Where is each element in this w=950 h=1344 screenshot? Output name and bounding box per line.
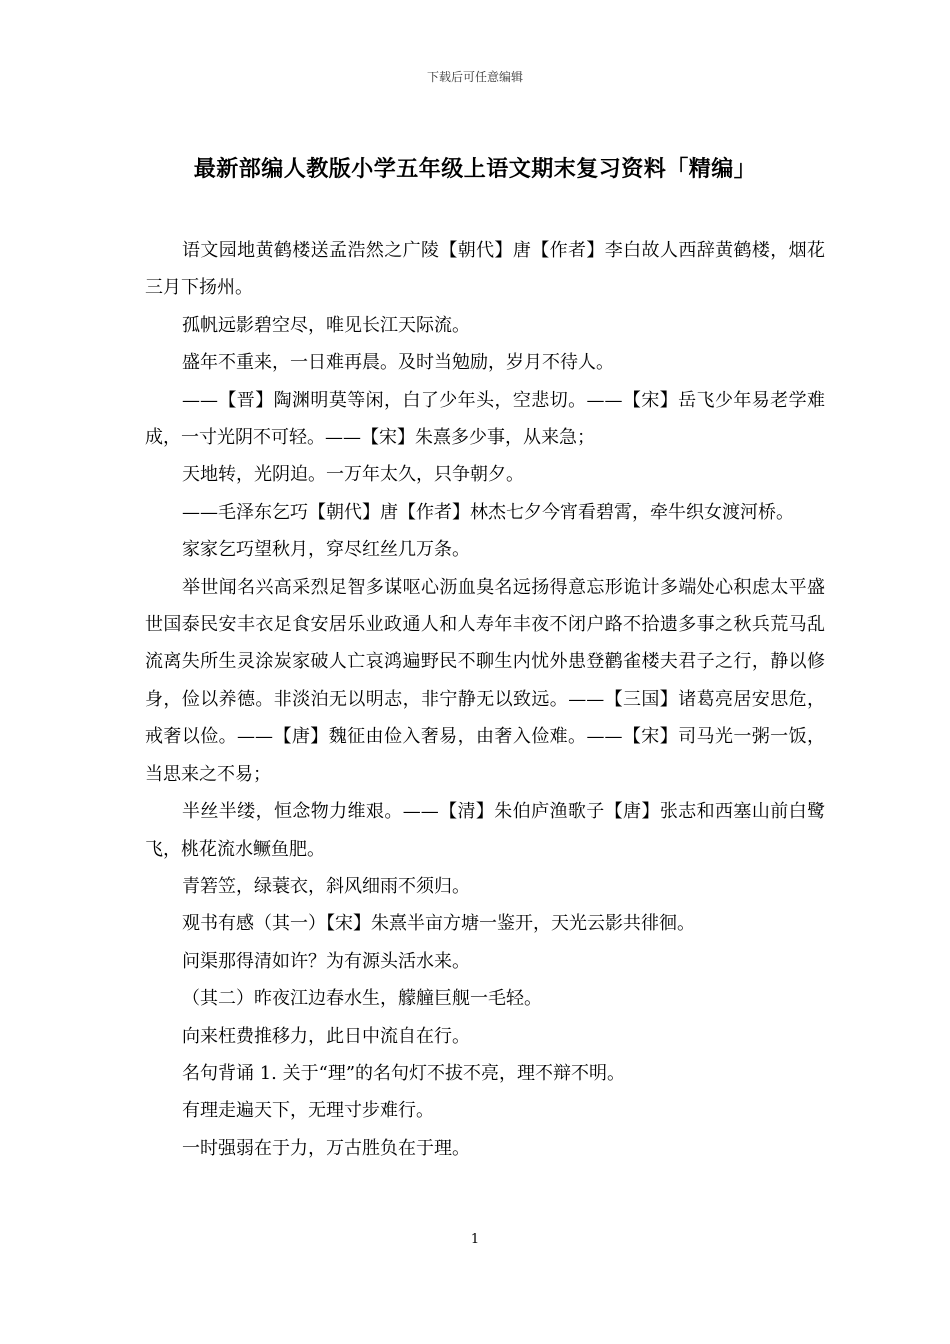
paragraph: 半丝半缕，恒念物力维艰。——【清】朱伯庐渔歌子【唐】张志和西塞山前白鹭飞，桃花流水鳜鱼肥。 [145,801,825,860]
document-body [145,232,825,1167]
paragraph: 名句背诵 1. 关于“理”的名句灯不拔不亮，理不辩不明。 [182,1062,626,1084]
paragraph: 有理走遍天下，无理寸步难行。 [182,1100,434,1122]
paragraph: 一时强弱在于力，万古胜负在于理。 [182,1137,470,1159]
paragraph: 举世闻名兴高采烈足智多谋呕心沥血臭名远扬得意忘形诡计多端处心积虑太平盛世国泰民安丰衣足食安居乐业政通人和人寿年丰夜不闭户路不拾遗多事之秋兵荒马乱流离失所生灵涂炭家破人亡哀鸿遍野民不聊生内忧外患登鹳雀楼夫君子之行，静以修身，俭以养德。非淡泊无以明志，非宁静无以致远。——【三国】诸葛亮居安思危，戒奢以俭。——【唐】魏征由俭入奢易，由奢入俭难。——【宋】司马光一粥一饭，当思来之不易； [145,576,825,785]
paragraph: （其二）昨夜江边春水生，艨艟巨舰一毛轻。 [182,988,542,1010]
paragraph: ——【晋】陶渊明莫等闲，白了少年头，空悲切。——【宋】岳飞少年易老学难成，一寸光阴不可轻。——【宋】朱熹多少事，从来急； [145,389,825,449]
paragraph: 问渠那得清如许？为有源头活水来。 [182,950,470,972]
paragraph: 语文园地黄鹤楼送孟浩然之广陵【朝代】唐【作者】李白故人西辞黄鹤楼，烟花三月下扬州。 [145,240,825,299]
paragraph: 观书有感（其一）【宋】朱熹半亩方塘一鉴开，天光云影共徘徊。 [182,913,695,935]
paragraph: 向来枉费推移力，此日中流自在行。 [182,1025,470,1047]
paragraph: 盛年不重来，一日难再晨。及时当勉励，岁月不待人。 [182,352,614,374]
paragraph: 天地转，光阴迫。一万年太久，只争朝夕。 [182,464,524,486]
page-number: 1 [470,1232,480,1247]
document-title: 最新部编人教版小学五年级上语文期末复习资料「精编」 [193,156,757,182]
paragraph: ——毛泽东乞巧【朝代】唐【作者】林杰七夕今宵看碧霄，牵牛织女渡河桥。 [182,501,794,523]
paragraph: 家家乞巧望秋月，穿尽红丝几万条。 [182,539,470,561]
page-header-note: 下载后可任意编辑 [426,70,523,84]
paragraph: 青箬笠，绿蓑衣，斜风细雨不须归。 [182,875,470,897]
paragraph: 孤帆远影碧空尽，唯见长江天际流。 [182,314,470,336]
